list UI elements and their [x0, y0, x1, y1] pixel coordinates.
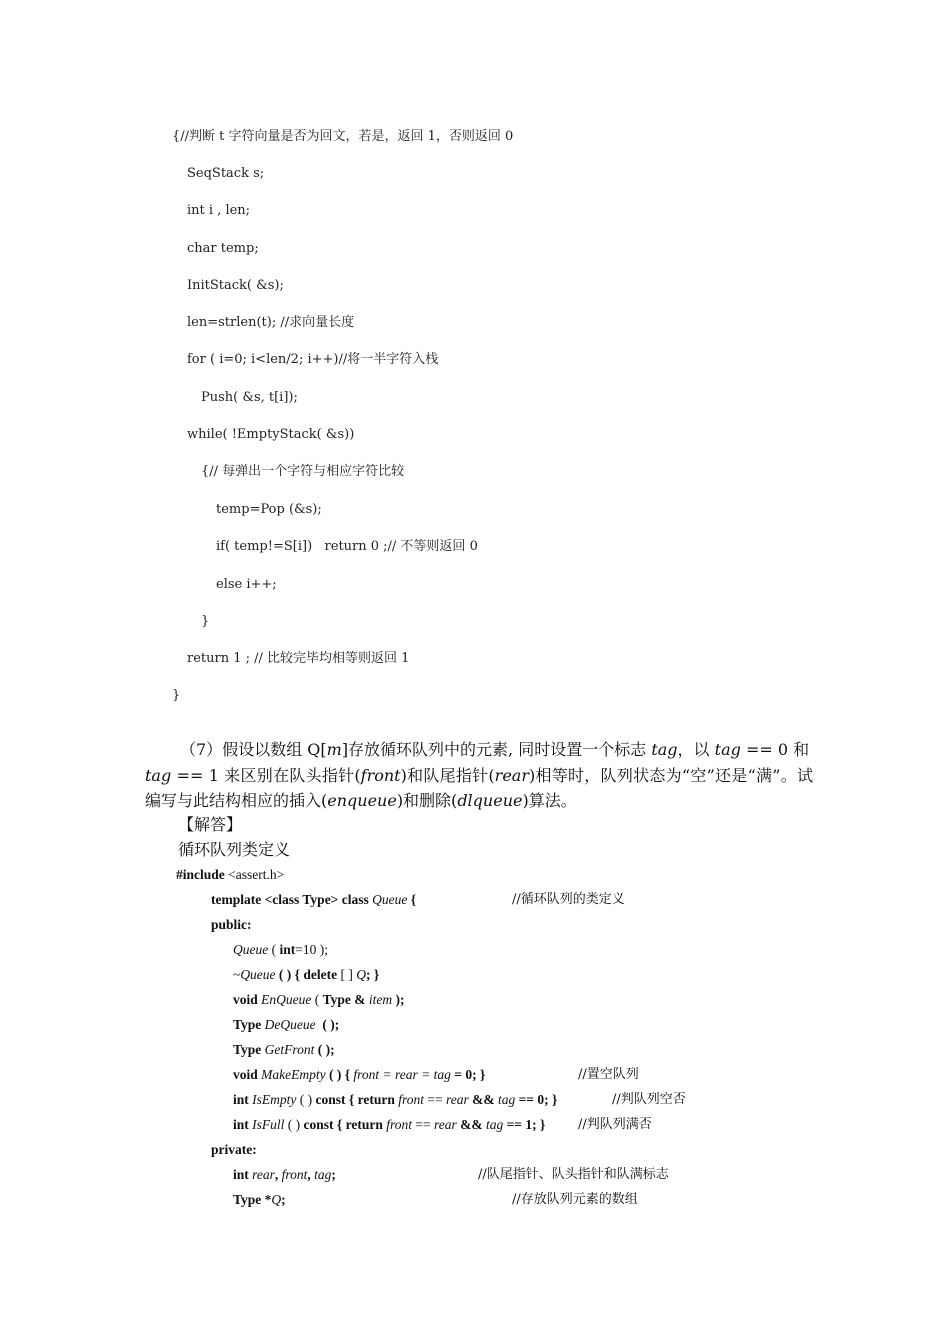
- type-keyword: int: [233, 1092, 249, 1107]
- code-var: Q: [271, 1192, 282, 1207]
- problem-paragraph: [145, 737, 813, 814]
- access-keyword: public:: [211, 917, 252, 932]
- code-var: tag: [314, 1167, 332, 1182]
- method-name: Queue: [240, 967, 276, 982]
- code-token: ,: [274, 1167, 282, 1182]
- code-var: front = rear = tag: [353, 1067, 451, 1082]
- problem-var: m: [326, 740, 342, 759]
- code-keyword: const { return: [315, 1092, 395, 1107]
- problem-var: front: [360, 765, 401, 785]
- code-token: &&: [468, 1092, 498, 1107]
- code-token: ( ) {: [275, 967, 304, 982]
- code-line: int i , len;: [187, 203, 251, 218]
- access-keyword: private:: [211, 1142, 257, 1157]
- code-token: ( );: [315, 1017, 340, 1032]
- include-keyword: #include: [176, 867, 225, 882]
- code-var: front: [382, 1117, 412, 1132]
- getfront-line: [233, 1041, 335, 1058]
- constructor-line: [233, 941, 328, 958]
- code-keyword: const { return: [303, 1117, 383, 1132]
- dequeue-line: [233, 1016, 339, 1033]
- code-token: =10 );: [295, 942, 328, 957]
- enqueue-line: [233, 991, 405, 1008]
- fields-line: [233, 1166, 336, 1183]
- code-var: tag: [497, 1092, 516, 1107]
- code-token: ( );: [314, 1042, 335, 1057]
- code-token: (: [268, 942, 280, 957]
- problem-text: )和删除(: [396, 791, 458, 810]
- template-keyword: template <class Type> class: [211, 892, 373, 907]
- class-name: Queue: [372, 892, 408, 907]
- code-line: else i++;: [216, 577, 277, 592]
- code-line: char temp;: [187, 241, 259, 256]
- isfull-comment: //判队列满否: [578, 1117, 652, 1132]
- answer-label: 【解答】: [178, 815, 243, 834]
- code-var: tag: [485, 1117, 504, 1132]
- problem-var: dlqueue: [457, 791, 523, 810]
- problem-text: )算法。: [522, 791, 577, 810]
- class-comment: //循环队列的类定义: [512, 892, 625, 907]
- public-label: [211, 916, 252, 933]
- code-token: &&: [456, 1117, 486, 1132]
- problem-text: ，以: [677, 740, 715, 759]
- problem-var: tag: [651, 740, 678, 759]
- code-token: ( ): [284, 1117, 304, 1132]
- type-keyword: void: [233, 992, 258, 1007]
- code-token: ( ): [296, 1092, 316, 1107]
- code-line: if( temp!=S[i]) return 0 ;// 不等则返回 0: [216, 539, 478, 554]
- code-token: (: [311, 992, 323, 1007]
- code-var: Q: [356, 967, 366, 982]
- code-line: }: [172, 688, 181, 703]
- code-line: }: [201, 614, 210, 629]
- problem-var: rear: [494, 765, 529, 785]
- problem-var: enqueue: [327, 791, 397, 810]
- code-line: Push( &s, t[i]);: [201, 390, 298, 405]
- code-token: ==: [411, 1117, 434, 1132]
- code-line: {//判断 t 字符向量是否为回文，若是，返回 1，否则返回 0: [172, 129, 514, 144]
- code-token: ~: [233, 967, 241, 982]
- method-name: IsFull: [248, 1117, 285, 1132]
- array-line: [233, 1191, 286, 1208]
- type-keyword: int: [233, 1117, 249, 1132]
- isempty-comment: //判队列空否: [612, 1092, 686, 1107]
- code-token: ; }: [365, 967, 380, 982]
- problem-text: == 1 来区别在队头指针(: [171, 765, 361, 785]
- fields-comment: //队尾指针、队头指针和队满标志: [478, 1167, 669, 1182]
- section-title: 循环队列类定义: [178, 840, 291, 859]
- type-keyword: Type *: [233, 1192, 272, 1207]
- code-token: ;: [331, 1167, 336, 1182]
- code-var: front: [394, 1092, 424, 1107]
- code-token: ( ) {: [325, 1067, 354, 1082]
- isfull-line: [233, 1116, 545, 1133]
- code-var: rear: [445, 1092, 469, 1107]
- code-line: InitStack( &s);: [187, 278, 284, 293]
- code-var: item: [365, 992, 393, 1007]
- problem-var: tag: [145, 765, 172, 785]
- code-keyword: delete: [303, 967, 338, 982]
- method-name: DeQueue: [261, 1017, 316, 1032]
- template-line: [211, 891, 416, 908]
- method-name: IsEmpty: [248, 1092, 297, 1107]
- code-line: SeqStack s;: [187, 166, 265, 181]
- makeempty-line: [233, 1066, 485, 1083]
- code-token: ;: [281, 1192, 286, 1207]
- include-line: [176, 866, 284, 883]
- code-line: temp=Pop (&s);: [216, 502, 322, 517]
- code-line: len=strlen(t); //求向量长度: [187, 315, 355, 330]
- type-keyword: int: [233, 1167, 249, 1182]
- code-token: == 0; }: [515, 1092, 558, 1107]
- private-label: [211, 1141, 257, 1158]
- type-keyword: Type: [233, 1042, 262, 1057]
- problem-text: )和队尾指针(: [400, 765, 495, 785]
- type-keyword: int: [279, 942, 296, 957]
- code-token: [ ]: [337, 967, 357, 982]
- destructor-line: [233, 966, 379, 983]
- method-name: Queue: [233, 942, 269, 957]
- code-token: ,: [307, 1167, 315, 1182]
- code-var: rear: [248, 1167, 275, 1182]
- code-line: while( !EmptyStack( &s)): [187, 427, 355, 442]
- problem-var: tag: [714, 740, 741, 759]
- code-var: front: [281, 1167, 308, 1182]
- code-token: {: [407, 892, 417, 907]
- problem-text: 假设以数组 Q[: [222, 740, 327, 759]
- code-token: ==: [423, 1092, 446, 1107]
- code-line: {// 每弹出一个字符与相应字符比较: [201, 464, 405, 479]
- problem-text: == 0 和: [740, 740, 810, 759]
- code-line: return 1 ; // 比较完毕均相等则返回 1: [187, 651, 410, 666]
- makeempty-comment: //置空队列: [578, 1067, 639, 1082]
- code-token: );: [392, 992, 405, 1007]
- code-token: = 0; }: [450, 1067, 486, 1082]
- problem-text: )相等时，队列状态为“空”还是“满”。试编写与此结构相应的插入(: [145, 765, 813, 810]
- problem-number: （7）: [180, 740, 223, 759]
- code-var: rear: [433, 1117, 457, 1132]
- code-token: == 1; }: [503, 1117, 546, 1132]
- code-line: for ( i=0; i<len/2; i++)//将一半字符入栈: [187, 352, 439, 367]
- include-file: <assert.h>: [224, 867, 285, 882]
- type-keyword: void: [233, 1067, 258, 1082]
- method-name: EnQueue: [257, 992, 312, 1007]
- isempty-line: [233, 1091, 557, 1108]
- problem-text: ]存放循环队列中的元素, 同时设置一个标志: [341, 740, 652, 759]
- type-keyword: Type &: [322, 992, 366, 1007]
- array-comment: //存放队列元素的数组: [512, 1192, 638, 1207]
- method-name: MakeEmpty: [257, 1067, 326, 1082]
- type-keyword: Type: [233, 1017, 262, 1032]
- method-name: GetFront: [261, 1042, 315, 1057]
